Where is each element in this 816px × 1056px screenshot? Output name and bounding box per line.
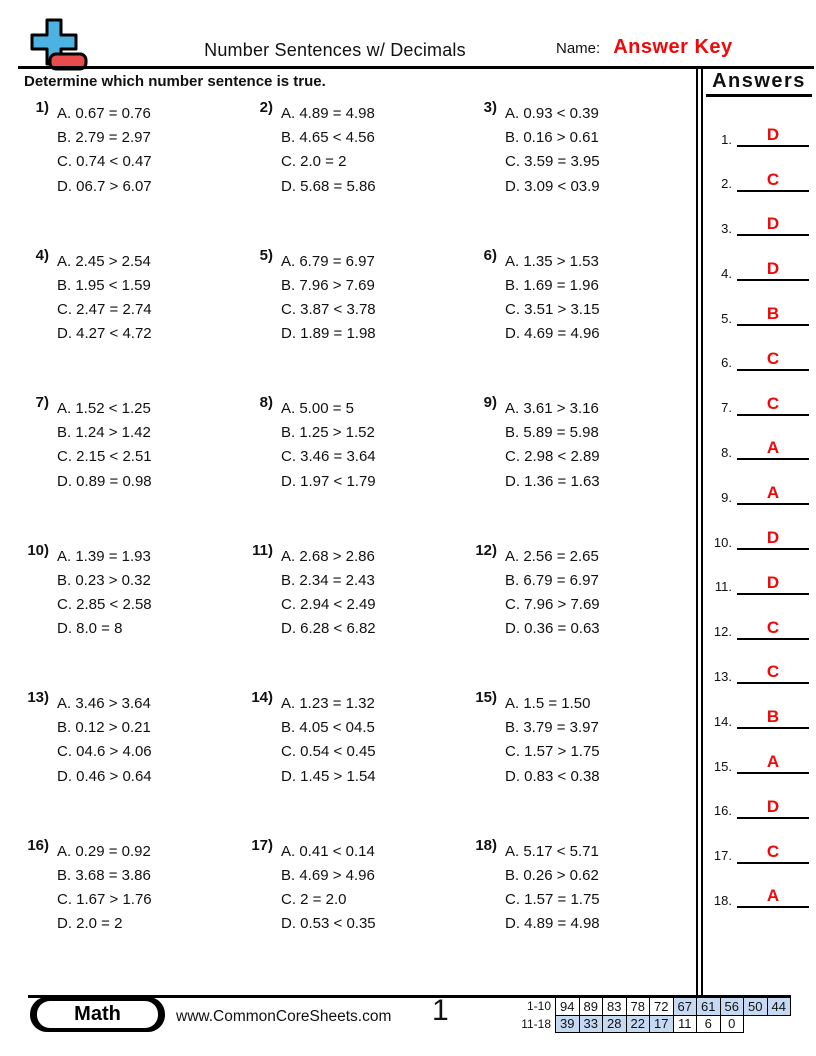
answer-option: B. 2.79 = 2.97 [57,129,151,147]
problem [22,99,246,250]
score-cell: 89 [579,998,603,1016]
problem [246,836,470,988]
problem-number: 14) [251,689,273,706]
answer-option: B. 4.05 < 04.5 [281,719,375,737]
answer-blank-line [737,843,809,864]
answer-option: C. 3.59 = 3.95 [505,153,600,171]
score-cell: 11 [673,1015,697,1033]
answer-blank-line [737,798,809,819]
answer-entry [704,241,814,286]
problem-number: 6) [483,246,497,264]
answer-blank-line [737,171,809,192]
answer-option: A. 2.56 = 2.65 [505,547,599,565]
answer-entry-number: 6. [721,355,732,371]
answer-option: D. 8.0 = 8 [57,620,123,638]
answer-option: B. 5.89 = 5.98 [505,424,599,442]
answer-option: C. 2.94 < 2.49 [281,595,376,613]
answer-option: C. 2.47 = 2.74 [57,300,152,318]
problem [470,394,694,545]
answer-letter: D [766,572,780,592]
answer-option: C. 2 = 2.0 [281,890,347,908]
answer-option: B. 6.79 = 6.97 [505,571,599,589]
score-row-label: 11-18 [521,1016,551,1031]
answer-letter: D [766,214,780,234]
answer-entry [704,689,814,734]
problem [470,541,694,693]
problem [470,99,694,250]
problem-options [281,840,376,988]
answer-option: D. 0.53 < 0.35 [281,915,376,933]
problem [246,394,470,545]
problem-options [505,397,600,545]
answer-entry-number: 2. [721,176,732,192]
problem [22,836,246,988]
answer-option: C. 3.87 < 3.78 [281,300,376,318]
answer-option: C. 2.0 = 2 [281,153,347,171]
problem-options [281,102,376,250]
name-label: Name: [556,40,601,57]
answer-letter: D [766,527,780,547]
answer-option: D. 1.97 < 1.79 [281,472,376,490]
problem-number: 8) [259,394,273,411]
answer-option: A. 2.45 > 2.54 [57,252,151,270]
answer-option: C. 7.96 > 7.69 [505,595,600,613]
score-cell: 17 [650,1015,674,1033]
answer-entry [704,421,814,466]
answer-option: C. 2.15 < 2.51 [57,448,152,466]
answer-blank-line [737,350,809,371]
problem-options [505,250,600,398]
problem-options [281,250,376,398]
answer-entry-number: 17. [713,848,732,864]
problem [22,541,246,693]
answer-blank-line [737,753,809,774]
problem [246,689,470,840]
answer-option: D. 0.89 = 0.98 [57,472,152,490]
answer-entry [704,869,814,914]
problem [246,246,470,398]
problem [22,689,246,840]
answer-option: D. 0.46 > 0.64 [57,767,152,785]
score-cell: 50 [744,998,768,1016]
score-cell: 39 [556,1015,580,1033]
answer-entry-number: 4. [721,265,732,281]
answer-entry-number: 12. [713,624,732,640]
answer-option: A. 6.79 = 6.97 [281,252,375,270]
problem-options [505,840,600,988]
answer-option: B. 1.95 < 1.59 [57,276,151,294]
problem-options [57,250,152,398]
answer-blank-line [737,484,809,505]
answer-letter: A [766,483,780,503]
problem-number: 12) [475,541,497,559]
answer-option: C. 3.51 > 3.15 [505,300,600,318]
answer-entry [704,376,814,421]
answer-blank-line [737,619,809,640]
answer-option: A. 5.00 = 5 [281,400,354,417]
answer-entry [704,824,814,869]
score-cell: 61 [697,998,721,1016]
page-number: 1 [432,994,449,1027]
score-cell: 83 [603,998,627,1016]
answer-letter: C [766,348,780,368]
answer-letter: A [766,886,780,906]
answer-option: B. 1.25 > 1.52 [281,424,375,442]
answer-entry [704,107,814,152]
answer-option: D. 5.68 = 5.86 [281,177,376,195]
score-table-row [520,1015,790,1033]
answer-option: D. 06.7 > 6.07 [57,177,152,195]
answer-option: D. 1.45 > 1.54 [281,767,376,785]
answers-panel-title: Answers [706,70,812,97]
score-cell: 78 [626,998,650,1016]
answer-entry [704,286,814,331]
answer-entry-number: 13. [713,669,732,685]
answer-option: A. 3.61 > 3.16 [505,400,599,417]
problem [470,689,694,840]
answer-blank-line [737,126,809,147]
problem-number: 1) [35,99,49,116]
answers-list [704,107,814,913]
problem-number: 13) [27,689,49,706]
answer-entry-number: 15. [713,758,732,774]
answer-option: B. 0.16 > 0.61 [505,129,599,147]
answer-option: A. 2.68 > 2.86 [281,547,375,565]
answer-blank-line [737,305,809,326]
score-table-row [520,998,790,1016]
answer-entry [704,331,814,376]
problem-options [505,102,600,250]
answer-option: B. 0.23 > 0.32 [57,571,151,589]
answer-blank-line [737,663,809,684]
answer-option: A. 1.35 > 1.53 [505,252,599,270]
answer-option: D. 6.28 < 6.82 [281,620,376,638]
answers-panel [704,70,814,913]
answer-letter: C [766,393,780,413]
answer-letter: B [766,707,780,727]
problem-number: 3) [483,99,497,116]
answer-option: D. 1.89 = 1.98 [281,325,376,343]
answer-option: C. 1.57 = 1.75 [505,890,600,908]
score-cell: 67 [673,998,697,1016]
answer-letter: A [766,438,780,458]
answer-option: A. 0.41 < 0.14 [281,842,375,860]
answer-option: B. 7.96 > 7.69 [281,276,375,294]
answer-entry-number: 18. [713,893,732,909]
problem-number: 18) [475,836,497,854]
answer-option: A. 1.23 = 1.32 [281,695,375,712]
website-url: www.CommonCoreSheets.com [176,1008,392,1025]
answer-option: C. 2.85 < 2.58 [57,595,152,613]
problem [246,541,470,693]
answer-option: B. 1.69 = 1.96 [505,276,599,294]
score-cell: 56 [720,998,744,1016]
answer-blank-line [737,708,809,729]
answer-option: D. 4.27 < 4.72 [57,325,152,343]
problem [470,836,694,988]
answer-letter: D [766,124,780,144]
answer-option: C. 3.46 = 3.64 [281,448,376,466]
answer-letter: D [766,259,780,279]
answer-option: D. 4.69 = 4.96 [505,325,600,343]
score-row-label: 1-10 [526,999,551,1014]
answer-entry [704,465,814,510]
answer-entry [704,152,814,197]
score-cell: 72 [650,998,674,1016]
answer-entry [704,555,814,600]
problem-options [57,102,152,250]
answer-entry [704,734,814,779]
answer-option: A. 0.29 = 0.92 [57,842,151,860]
problem-number: 16) [27,836,49,854]
grading-score-table [520,997,791,1033]
problem-options [281,692,376,840]
problem-number: 4) [35,246,49,264]
problem-options [57,840,152,988]
answer-entry [704,645,814,690]
problem-number: 9) [483,394,497,411]
problem-number: 17) [251,836,273,854]
answer-option: B. 0.26 > 0.62 [505,866,599,884]
answer-entry [704,600,814,645]
answer-blank-line [737,395,809,416]
answer-option: C. 04.6 > 4.06 [57,743,152,761]
problem-number: 15) [475,689,497,706]
problem-options [281,397,376,545]
answer-option: C. 0.74 < 0.47 [57,153,152,171]
instruction-text: Determine which number sentence is true. [24,73,326,90]
answer-option: B. 3.68 = 3.86 [57,866,151,884]
answer-blank-line [737,260,809,281]
answer-option: A. 1.5 = 1.50 [505,695,591,712]
answer-key-text: Answer Key [613,36,733,58]
answer-option: D. 0.83 < 0.38 [505,767,600,785]
problem-options [281,545,376,693]
answer-blank-line [737,215,809,236]
answer-option: A. 3.46 > 3.64 [57,695,151,712]
score-cell: 28 [603,1015,627,1033]
answer-option: D. 4.89 = 4.98 [505,915,600,933]
answer-letter: A [766,751,780,771]
answer-letter: C [766,662,780,682]
answer-blank-line [737,887,809,908]
score-cell: 0 [720,1015,744,1033]
problem-number: 11) [252,541,273,559]
answer-entry-number: 14. [713,713,732,729]
problem-options [57,397,152,545]
answer-blank-line [737,439,809,460]
problem-number: 7) [35,394,49,411]
answer-option: A. 4.89 = 4.98 [281,105,375,122]
answer-entry-number: 9. [721,489,732,505]
answer-option: B. 4.69 > 4.96 [281,866,375,884]
problem-options [57,692,152,840]
answer-option: A. 1.39 = 1.93 [57,547,151,565]
answer-letter: C [766,169,780,189]
problem-options [57,545,152,693]
answer-entry-number: 7. [721,400,732,416]
score-cell: 44 [767,998,791,1016]
answer-option: A. 0.93 < 0.39 [505,105,599,122]
answer-entry [704,510,814,555]
answer-entry-number: 3. [721,221,732,237]
math-subject-badge [30,997,165,1032]
answer-option: D. 3.09 < 03.9 [505,177,600,195]
problem-options [505,692,600,840]
answer-entry-number: 11. [714,579,732,595]
problem [470,246,694,398]
answer-option: B. 4.65 < 4.56 [281,129,375,147]
answer-entry-number: 8. [721,445,732,461]
answer-option: C. 1.57 > 1.75 [505,743,600,761]
problems-grid [22,99,694,987]
answer-letter: C [766,617,780,637]
answer-option: C. 1.67 > 1.76 [57,890,152,908]
problem [22,246,246,398]
answer-entry-number: 5. [721,310,732,326]
answer-letter: C [766,841,780,861]
answer-blank-line [737,529,809,550]
score-cell: 6 [697,1015,721,1033]
answer-option: D. 2.0 = 2 [57,915,123,933]
answer-letter: D [766,796,780,816]
answer-option: A. 0.67 = 0.76 [57,105,151,122]
answer-entry-number: 16. [713,803,732,819]
name-area [556,36,733,59]
problem-number: 2) [259,99,273,116]
answer-entry-number: 10. [713,534,732,550]
problem-options [505,545,600,693]
answer-letter: B [766,303,780,323]
problem-number: 5) [259,246,273,264]
problem-number: 10) [27,541,49,559]
answer-option: B. 0.12 > 0.21 [57,719,151,737]
answer-option: A. 1.52 < 1.25 [57,400,151,417]
answer-entry [704,779,814,824]
score-cell: 22 [626,1015,650,1033]
math-badge-label: Math [37,1001,158,1028]
answer-option: C. 2.98 < 2.89 [505,448,600,466]
answer-option: D. 1.36 = 1.63 [505,472,600,490]
answer-entry [704,197,814,242]
answer-option: B. 2.34 = 2.43 [281,571,375,589]
answer-option: B. 3.79 = 3.97 [505,719,599,737]
page-title: Number Sentences w/ Decimals [204,40,466,60]
score-cell: 33 [579,1015,603,1033]
answer-option: B. 1.24 > 1.42 [57,424,151,442]
answer-blank-line [737,574,809,595]
score-cell: 94 [556,998,580,1016]
answer-option: C. 0.54 < 0.45 [281,743,376,761]
problem [22,394,246,545]
answer-option: A. 5.17 < 5.71 [505,842,599,860]
answer-option: D. 0.36 = 0.63 [505,620,600,638]
answer-entry-number: 1. [721,131,732,147]
header-divider-rule [18,66,814,69]
problem [246,99,470,250]
answers-column-divider [696,66,703,995]
